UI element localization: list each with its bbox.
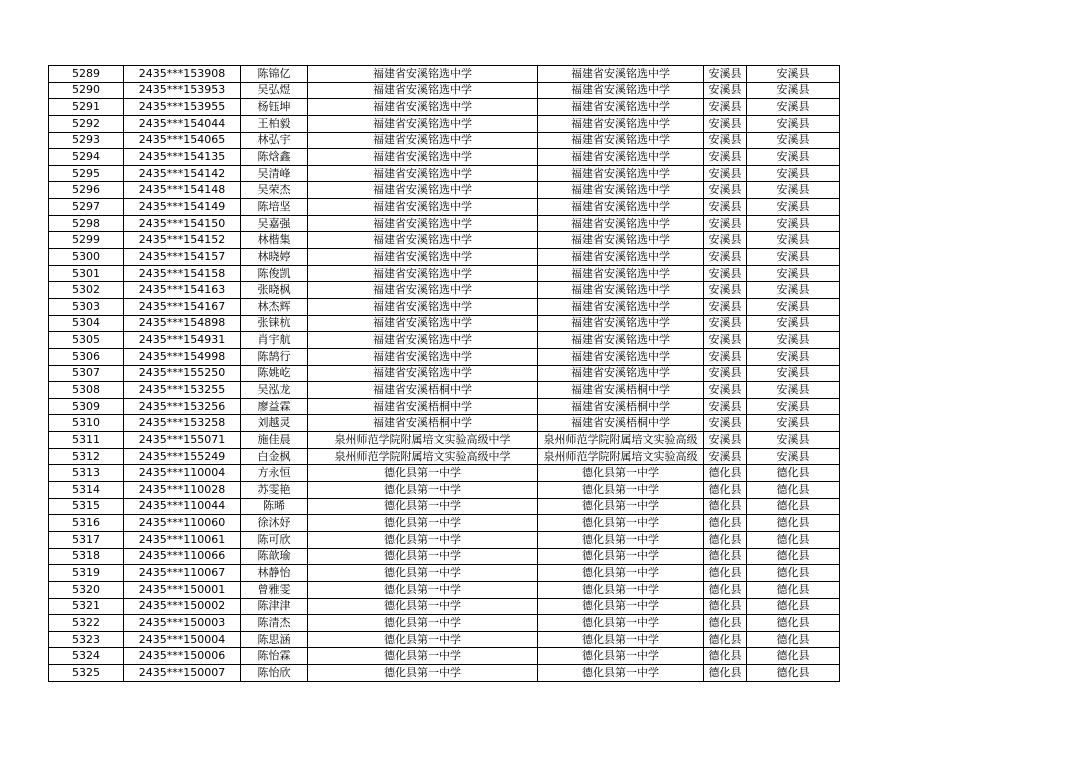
county-cell: 安溪县 — [704, 82, 747, 99]
school-cell: 泉州师范学院附属培文实验高级中学 — [308, 448, 538, 465]
table-row — [49, 199, 840, 216]
id-cell: 2435***150007 — [124, 665, 241, 682]
seq-cell: 5318 — [49, 548, 124, 565]
id-cell: 2435***110061 — [124, 531, 241, 548]
seq-cell: 5321 — [49, 598, 124, 615]
school-alt-cell: 福建省安溪铭选中学 — [538, 348, 704, 365]
school-alt-cell: 福建省安溪梧桐中学 — [538, 382, 704, 399]
seq-cell: 5297 — [49, 199, 124, 216]
county-alt-cell: 安溪县 — [747, 332, 840, 349]
school-alt-cell: 福建省安溪铭选中学 — [538, 66, 704, 83]
county-alt-cell: 安溪县 — [747, 382, 840, 399]
name-cell: 张铼杭 — [241, 315, 308, 332]
county-cell: 安溪县 — [704, 365, 747, 382]
name-cell: 陈思涵 — [241, 631, 308, 648]
county-alt-cell: 德化县 — [747, 648, 840, 665]
name-cell: 陈歆瑜 — [241, 548, 308, 565]
county-cell: 安溪县 — [704, 199, 747, 216]
name-cell: 苏雯艳 — [241, 482, 308, 499]
county-alt-cell: 安溪县 — [747, 398, 840, 415]
seq-cell: 5293 — [49, 132, 124, 149]
county-cell: 德化县 — [704, 531, 747, 548]
seq-cell: 5306 — [49, 348, 124, 365]
seq-cell: 5295 — [49, 165, 124, 182]
school-alt-cell: 德化县第一中学 — [538, 465, 704, 482]
table-row — [49, 348, 840, 365]
county-alt-cell: 德化县 — [747, 548, 840, 565]
seq-cell: 5298 — [49, 215, 124, 232]
seq-cell: 5292 — [49, 115, 124, 132]
school-cell: 福建省安溪铭选中学 — [308, 82, 538, 99]
school-cell: 德化县第一中学 — [308, 482, 538, 499]
table-row — [49, 482, 840, 499]
school-cell: 德化县第一中学 — [308, 648, 538, 665]
school-cell: 福建省安溪铭选中学 — [308, 232, 538, 249]
table-row — [49, 115, 840, 132]
table-row — [49, 382, 840, 399]
id-cell: 2435***153908 — [124, 66, 241, 83]
school-alt-cell: 福建省安溪铭选中学 — [538, 149, 704, 166]
school-alt-cell: 福建省安溪铭选中学 — [538, 249, 704, 266]
id-cell: 2435***150006 — [124, 648, 241, 665]
county-alt-cell: 安溪县 — [747, 265, 840, 282]
county-alt-cell: 安溪县 — [747, 215, 840, 232]
school-cell: 福建省安溪铭选中学 — [308, 132, 538, 149]
county-alt-cell: 安溪县 — [747, 199, 840, 216]
county-alt-cell: 安溪县 — [747, 232, 840, 249]
name-cell: 吴泓龙 — [241, 382, 308, 399]
table-row — [49, 232, 840, 249]
name-cell: 陈津津 — [241, 598, 308, 615]
name-cell: 方永恒 — [241, 465, 308, 482]
seq-cell: 5310 — [49, 415, 124, 432]
county-cell: 安溪县 — [704, 415, 747, 432]
county-cell: 安溪县 — [704, 298, 747, 315]
school-alt-cell: 德化县第一中学 — [538, 531, 704, 548]
county-alt-cell: 德化县 — [747, 565, 840, 582]
school-alt-cell: 德化县第一中学 — [538, 515, 704, 532]
name-cell: 刘越灵 — [241, 415, 308, 432]
name-cell: 吴弘煜 — [241, 82, 308, 99]
school-alt-cell: 福建省安溪铭选中学 — [538, 165, 704, 182]
id-cell: 2435***110004 — [124, 465, 241, 482]
name-cell: 陈锦亿 — [241, 66, 308, 83]
name-cell: 陈怡霖 — [241, 648, 308, 665]
name-cell: 林楷集 — [241, 232, 308, 249]
id-cell: 2435***110066 — [124, 548, 241, 565]
county-cell: 安溪县 — [704, 99, 747, 116]
table-row — [49, 448, 840, 465]
school-cell: 泉州师范学院附属培文实验高级中学 — [308, 432, 538, 449]
table-row — [49, 249, 840, 266]
county-cell: 安溪县 — [704, 348, 747, 365]
county-alt-cell: 安溪县 — [747, 282, 840, 299]
id-cell: 2435***150001 — [124, 581, 241, 598]
seq-cell: 5313 — [49, 465, 124, 482]
county-cell: 安溪县 — [704, 165, 747, 182]
seq-cell: 5301 — [49, 265, 124, 282]
county-cell: 德化县 — [704, 565, 747, 582]
school-cell: 福建省安溪铭选中学 — [308, 115, 538, 132]
school-alt-cell: 福建省安溪铭选中学 — [538, 199, 704, 216]
school-alt-cell: 福建省安溪铭选中学 — [538, 315, 704, 332]
county-alt-cell: 德化县 — [747, 665, 840, 682]
name-cell: 徐沐妤 — [241, 515, 308, 532]
id-cell: 2435***154898 — [124, 315, 241, 332]
seq-cell: 5322 — [49, 615, 124, 632]
county-alt-cell: 德化县 — [747, 498, 840, 515]
school-alt-cell: 福建省安溪铭选中学 — [538, 232, 704, 249]
school-alt-cell: 德化县第一中学 — [538, 482, 704, 499]
name-cell: 吴清峰 — [241, 165, 308, 182]
school-cell: 福建省安溪铭选中学 — [308, 66, 538, 83]
county-cell: 安溪县 — [704, 66, 747, 83]
county-cell: 德化县 — [704, 482, 747, 499]
county-alt-cell: 安溪县 — [747, 66, 840, 83]
table-row — [49, 282, 840, 299]
seq-cell: 5320 — [49, 581, 124, 598]
name-cell: 林静怡 — [241, 565, 308, 582]
table-row — [49, 398, 840, 415]
seq-cell: 5300 — [49, 249, 124, 266]
school-alt-cell: 德化县第一中学 — [538, 565, 704, 582]
seq-cell: 5311 — [49, 432, 124, 449]
school-cell: 福建省安溪铭选中学 — [308, 298, 538, 315]
id-cell: 2435***153255 — [124, 382, 241, 399]
seq-cell: 5307 — [49, 365, 124, 382]
school-cell: 福建省安溪铭选中学 — [308, 365, 538, 382]
table-row — [49, 215, 840, 232]
name-cell: 吴嘉强 — [241, 215, 308, 232]
seq-cell: 5303 — [49, 298, 124, 315]
seq-cell: 5289 — [49, 66, 124, 83]
county-alt-cell: 德化县 — [747, 598, 840, 615]
county-alt-cell: 安溪县 — [747, 315, 840, 332]
table-row — [49, 132, 840, 149]
name-cell: 陈清杰 — [241, 615, 308, 632]
school-cell: 德化县第一中学 — [308, 515, 538, 532]
county-cell: 安溪县 — [704, 115, 747, 132]
county-alt-cell: 德化县 — [747, 615, 840, 632]
id-cell: 2435***155249 — [124, 448, 241, 465]
county-alt-cell: 德化县 — [747, 465, 840, 482]
table-row — [49, 615, 840, 632]
name-cell: 陈可欣 — [241, 531, 308, 548]
id-cell: 2435***154167 — [124, 298, 241, 315]
name-cell: 陈姚屹 — [241, 365, 308, 382]
seq-cell: 5315 — [49, 498, 124, 515]
id-cell: 2435***155071 — [124, 432, 241, 449]
school-cell: 德化县第一中学 — [308, 615, 538, 632]
seq-cell: 5290 — [49, 82, 124, 99]
table-row — [49, 298, 840, 315]
school-alt-cell: 德化县第一中学 — [538, 648, 704, 665]
school-cell: 德化县第一中学 — [308, 631, 538, 648]
county-alt-cell: 安溪县 — [747, 365, 840, 382]
name-cell: 陈怡欣 — [241, 665, 308, 682]
seq-cell: 5309 — [49, 398, 124, 415]
table-row — [49, 648, 840, 665]
table-row — [49, 515, 840, 532]
id-cell: 2435***153955 — [124, 99, 241, 116]
id-cell: 2435***110044 — [124, 498, 241, 515]
county-alt-cell: 安溪县 — [747, 415, 840, 432]
table-row — [49, 332, 840, 349]
county-cell: 安溪县 — [704, 149, 747, 166]
id-cell: 2435***154931 — [124, 332, 241, 349]
id-cell: 2435***154135 — [124, 149, 241, 166]
county-cell: 德化县 — [704, 581, 747, 598]
id-cell: 2435***154150 — [124, 215, 241, 232]
id-cell: 2435***150002 — [124, 598, 241, 615]
school-alt-cell: 福建省安溪铭选中学 — [538, 332, 704, 349]
county-cell: 安溪县 — [704, 249, 747, 266]
school-alt-cell: 泉州师范学院附属培文实验高级 — [538, 432, 704, 449]
school-cell: 福建省安溪梧桐中学 — [308, 382, 538, 399]
school-alt-cell: 福建省安溪铭选中学 — [538, 182, 704, 199]
county-alt-cell: 安溪县 — [747, 165, 840, 182]
name-cell: 林杰辉 — [241, 298, 308, 315]
id-cell: 2435***154142 — [124, 165, 241, 182]
school-alt-cell: 福建省安溪铭选中学 — [538, 99, 704, 116]
county-alt-cell: 安溪县 — [747, 115, 840, 132]
school-alt-cell: 德化县第一中学 — [538, 615, 704, 632]
name-cell: 陈晞 — [241, 498, 308, 515]
county-alt-cell: 安溪县 — [747, 298, 840, 315]
school-cell: 福建省安溪铭选中学 — [308, 99, 538, 116]
county-alt-cell: 安溪县 — [747, 82, 840, 99]
county-cell: 德化县 — [704, 498, 747, 515]
school-cell: 福建省安溪铭选中学 — [308, 249, 538, 266]
table-row — [49, 99, 840, 116]
school-cell: 福建省安溪梧桐中学 — [308, 398, 538, 415]
results-table-body — [49, 66, 840, 682]
id-cell: 2435***154998 — [124, 348, 241, 365]
table-row — [49, 66, 840, 83]
county-cell: 德化县 — [704, 548, 747, 565]
id-cell: 2435***154152 — [124, 232, 241, 249]
county-cell: 安溪县 — [704, 432, 747, 449]
id-cell: 2435***153953 — [124, 82, 241, 99]
seq-cell: 5299 — [49, 232, 124, 249]
id-cell: 2435***150004 — [124, 631, 241, 648]
name-cell: 林晓婷 — [241, 249, 308, 266]
name-cell: 曾雅雯 — [241, 581, 308, 598]
school-cell: 福建省安溪铭选中学 — [308, 332, 538, 349]
school-alt-cell: 德化县第一中学 — [538, 548, 704, 565]
seq-cell: 5312 — [49, 448, 124, 465]
name-cell: 王柏毅 — [241, 115, 308, 132]
name-cell: 张晓枫 — [241, 282, 308, 299]
school-alt-cell: 福建省安溪铭选中学 — [538, 82, 704, 99]
school-alt-cell: 福建省安溪铭选中学 — [538, 365, 704, 382]
school-alt-cell: 德化县第一中学 — [538, 581, 704, 598]
school-cell: 福建省安溪铭选中学 — [308, 315, 538, 332]
seq-cell: 5324 — [49, 648, 124, 665]
school-cell: 德化县第一中学 — [308, 565, 538, 582]
seq-cell: 5305 — [49, 332, 124, 349]
county-cell: 安溪县 — [704, 282, 747, 299]
table-row — [49, 165, 840, 182]
seq-cell: 5294 — [49, 149, 124, 166]
school-cell: 福建省安溪铭选中学 — [308, 199, 538, 216]
table-row — [49, 531, 840, 548]
county-alt-cell: 德化县 — [747, 581, 840, 598]
table-row — [49, 631, 840, 648]
id-cell: 2435***154157 — [124, 249, 241, 266]
county-cell: 安溪县 — [704, 315, 747, 332]
seq-cell: 5314 — [49, 482, 124, 499]
id-cell: 2435***154044 — [124, 115, 241, 132]
table-row — [49, 665, 840, 682]
county-cell: 安溪县 — [704, 182, 747, 199]
seq-cell: 5291 — [49, 99, 124, 116]
seq-cell: 5308 — [49, 382, 124, 399]
name-cell: 陈焓鑫 — [241, 149, 308, 166]
county-cell: 德化县 — [704, 598, 747, 615]
seq-cell: 5323 — [49, 631, 124, 648]
school-alt-cell: 福建省安溪梧桐中学 — [538, 398, 704, 415]
county-alt-cell: 安溪县 — [747, 99, 840, 116]
county-cell: 德化县 — [704, 631, 747, 648]
name-cell: 吴荣杰 — [241, 182, 308, 199]
county-alt-cell: 安溪县 — [747, 182, 840, 199]
school-cell: 福建省安溪梧桐中学 — [308, 415, 538, 432]
school-alt-cell: 福建省安溪梧桐中学 — [538, 415, 704, 432]
county-cell: 安溪县 — [704, 265, 747, 282]
id-cell: 2435***154148 — [124, 182, 241, 199]
id-cell: 2435***110067 — [124, 565, 241, 582]
county-alt-cell: 安溪县 — [747, 432, 840, 449]
county-alt-cell: 德化县 — [747, 531, 840, 548]
table-row — [49, 581, 840, 598]
county-cell: 安溪县 — [704, 398, 747, 415]
id-cell: 2435***153256 — [124, 398, 241, 415]
id-cell: 2435***153258 — [124, 415, 241, 432]
name-cell: 白金枫 — [241, 448, 308, 465]
table-row — [49, 598, 840, 615]
name-cell: 施佳晨 — [241, 432, 308, 449]
seq-cell: 5302 — [49, 282, 124, 299]
name-cell: 杨钰坤 — [241, 99, 308, 116]
school-alt-cell: 福建省安溪铭选中学 — [538, 215, 704, 232]
county-alt-cell: 安溪县 — [747, 448, 840, 465]
table-row — [49, 265, 840, 282]
name-cell: 陈培坚 — [241, 199, 308, 216]
school-cell: 德化县第一中学 — [308, 581, 538, 598]
seq-cell: 5316 — [49, 515, 124, 532]
school-cell: 德化县第一中学 — [308, 498, 538, 515]
school-alt-cell: 福建省安溪铭选中学 — [538, 132, 704, 149]
seq-cell: 5319 — [49, 565, 124, 582]
county-cell: 德化县 — [704, 648, 747, 665]
county-alt-cell: 安溪县 — [747, 348, 840, 365]
table-row — [49, 565, 840, 582]
name-cell: 陈鹄行 — [241, 348, 308, 365]
name-cell: 肖宇航 — [241, 332, 308, 349]
table-row — [49, 82, 840, 99]
id-cell: 2435***110028 — [124, 482, 241, 499]
county-cell: 安溪县 — [704, 448, 747, 465]
table-row — [49, 182, 840, 199]
school-alt-cell: 德化县第一中学 — [538, 598, 704, 615]
school-cell: 德化县第一中学 — [308, 465, 538, 482]
table-row — [49, 415, 840, 432]
name-cell: 陈俊凯 — [241, 265, 308, 282]
results-table — [48, 65, 840, 682]
school-alt-cell: 德化县第一中学 — [538, 498, 704, 515]
table-row — [49, 315, 840, 332]
id-cell: 2435***154149 — [124, 199, 241, 216]
county-alt-cell: 德化县 — [747, 482, 840, 499]
seq-cell: 5317 — [49, 531, 124, 548]
school-alt-cell: 福建省安溪铭选中学 — [538, 282, 704, 299]
county-cell: 德化县 — [704, 665, 747, 682]
school-cell: 德化县第一中学 — [308, 598, 538, 615]
county-alt-cell: 德化县 — [747, 631, 840, 648]
name-cell: 林弘宇 — [241, 132, 308, 149]
id-cell: 2435***154163 — [124, 282, 241, 299]
id-cell: 2435***154065 — [124, 132, 241, 149]
county-cell: 安溪县 — [704, 132, 747, 149]
table-row — [49, 149, 840, 166]
name-cell: 廖益霖 — [241, 398, 308, 415]
table-row — [49, 432, 840, 449]
table-row — [49, 365, 840, 382]
county-cell: 安溪县 — [704, 382, 747, 399]
county-cell: 安溪县 — [704, 332, 747, 349]
county-cell: 德化县 — [704, 615, 747, 632]
school-cell: 德化县第一中学 — [308, 548, 538, 565]
county-alt-cell: 安溪县 — [747, 249, 840, 266]
school-cell: 福建省安溪铭选中学 — [308, 348, 538, 365]
table-row — [49, 498, 840, 515]
school-cell: 福建省安溪铭选中学 — [308, 149, 538, 166]
school-alt-cell: 德化县第一中学 — [538, 665, 704, 682]
seq-cell: 5304 — [49, 315, 124, 332]
school-alt-cell: 泉州师范学院附属培文实验高级 — [538, 448, 704, 465]
school-cell: 福建省安溪铭选中学 — [308, 265, 538, 282]
school-cell: 福建省安溪铭选中学 — [308, 282, 538, 299]
county-alt-cell: 安溪县 — [747, 132, 840, 149]
id-cell: 2435***154158 — [124, 265, 241, 282]
school-cell: 福建省安溪铭选中学 — [308, 182, 538, 199]
table-row — [49, 548, 840, 565]
seq-cell: 5296 — [49, 182, 124, 199]
school-cell: 福建省安溪铭选中学 — [308, 165, 538, 182]
school-cell: 福建省安溪铭选中学 — [308, 215, 538, 232]
county-alt-cell: 安溪县 — [747, 149, 840, 166]
county-cell: 德化县 — [704, 515, 747, 532]
county-alt-cell: 德化县 — [747, 515, 840, 532]
id-cell: 2435***110060 — [124, 515, 241, 532]
id-cell: 2435***150003 — [124, 615, 241, 632]
school-alt-cell: 德化县第一中学 — [538, 631, 704, 648]
school-alt-cell: 福建省安溪铭选中学 — [538, 265, 704, 282]
id-cell: 2435***155250 — [124, 365, 241, 382]
seq-cell: 5325 — [49, 665, 124, 682]
school-alt-cell: 福建省安溪铭选中学 — [538, 115, 704, 132]
county-cell: 安溪县 — [704, 215, 747, 232]
school-alt-cell: 福建省安溪铭选中学 — [538, 298, 704, 315]
county-cell: 德化县 — [704, 465, 747, 482]
county-cell: 安溪县 — [704, 232, 747, 249]
school-cell: 德化县第一中学 — [308, 665, 538, 682]
table-row — [49, 465, 840, 482]
school-cell: 德化县第一中学 — [308, 531, 538, 548]
